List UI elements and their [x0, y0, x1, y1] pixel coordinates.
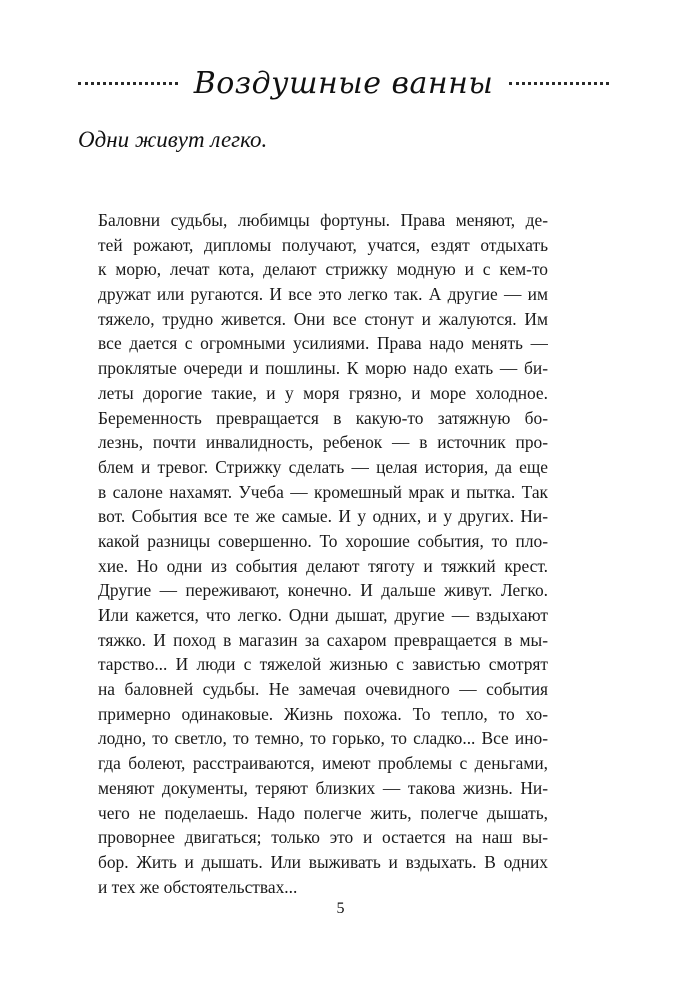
header-title: Воздушные ванны	[193, 65, 494, 101]
text-line: меняют документы, теряют близких — такова жизнь. Ни-	[98, 777, 548, 798]
body-text	[98, 208, 548, 899]
text-line: леты дорогие такие, и у моря грязно, и море холодное.	[98, 382, 548, 403]
text-line: блем и тревог. Стрижку сделать — целая история, да еще	[98, 456, 548, 477]
running-header	[78, 58, 609, 108]
text-line: вот. События все те же самые. И у одних, и у других. Ни-	[98, 506, 548, 527]
text-line: тей рожают, дипломы получают, учатся, ездят отдыхать	[98, 234, 548, 255]
text-line: проклятые очереди и пошлины. К морю надо ехать — би-	[98, 358, 548, 379]
header-dotted-rule-right	[509, 82, 609, 85]
text-line: какой разницы совершенно. То хорошие события, то пло-	[98, 530, 548, 551]
text-line: чего не поделаешь. Надо полегче жить, полегче дышать,	[98, 802, 548, 823]
text-line: тяжко. И поход в магазин за сахаром превращается в мы-	[98, 629, 548, 650]
text-line: все дается с огромными усилиями. Права надо менять —	[98, 333, 548, 354]
text-line: лезнь, почти инвалидность, ребенок — в источник про-	[98, 432, 548, 453]
text-line: проворнее двигаться; только это и остается на наш вы-	[98, 827, 548, 848]
text-line: Беременность превращается в какую-то затяжную бо-	[98, 407, 548, 428]
text-line: дружат или ругаются. И все это легко так. А другие — им	[98, 284, 548, 305]
text-line: тарство... И люди с тяжелой жизнью с завистью смотрят	[98, 654, 548, 675]
header-dotted-rule-left	[78, 82, 178, 85]
text-line: и тех же обстоятельствах...	[98, 876, 298, 897]
page-number: 5	[336, 900, 345, 917]
text-line: хие. Но одни из события делают тяготу и тяжкий крест.	[98, 555, 548, 576]
text-line: тяжело, трудно живется. Они все стонут и жалуются. Им	[98, 308, 548, 329]
text-line: лодно, то светло, то темно, то горько, то сладко... Все ино-	[98, 728, 548, 749]
text-line: примерно одинаковые. Жизнь похожа. То тепло, то хо-	[98, 703, 548, 724]
text-line: в салоне нахамят. Учеба — кромешный мрак и пытка. Так	[98, 481, 548, 502]
text-line: Баловни судьбы, любимцы фортуны. Права меняют, де-	[98, 210, 548, 230]
text-line: к морю, лечат кота, делают стрижку модную и с кем-то	[98, 259, 548, 280]
text-line: на баловней судьбы. Не замечая очевидного — события	[98, 679, 548, 700]
text-line: бор. Жить и дышать. Или выживать и вздыхать. В одних	[98, 851, 548, 872]
text-line: Другие — переживают, конечно. И дальше живут. Легко.	[98, 580, 548, 601]
text-line: гда болеют, расстраиваются, имеют проблемы с деньгами,	[98, 753, 548, 774]
text-line: Или кажется, что легко. Одни дышат, другие — вздыхают	[98, 605, 548, 625]
chapter-subtitle: Одни живут легко.	[78, 127, 268, 152]
